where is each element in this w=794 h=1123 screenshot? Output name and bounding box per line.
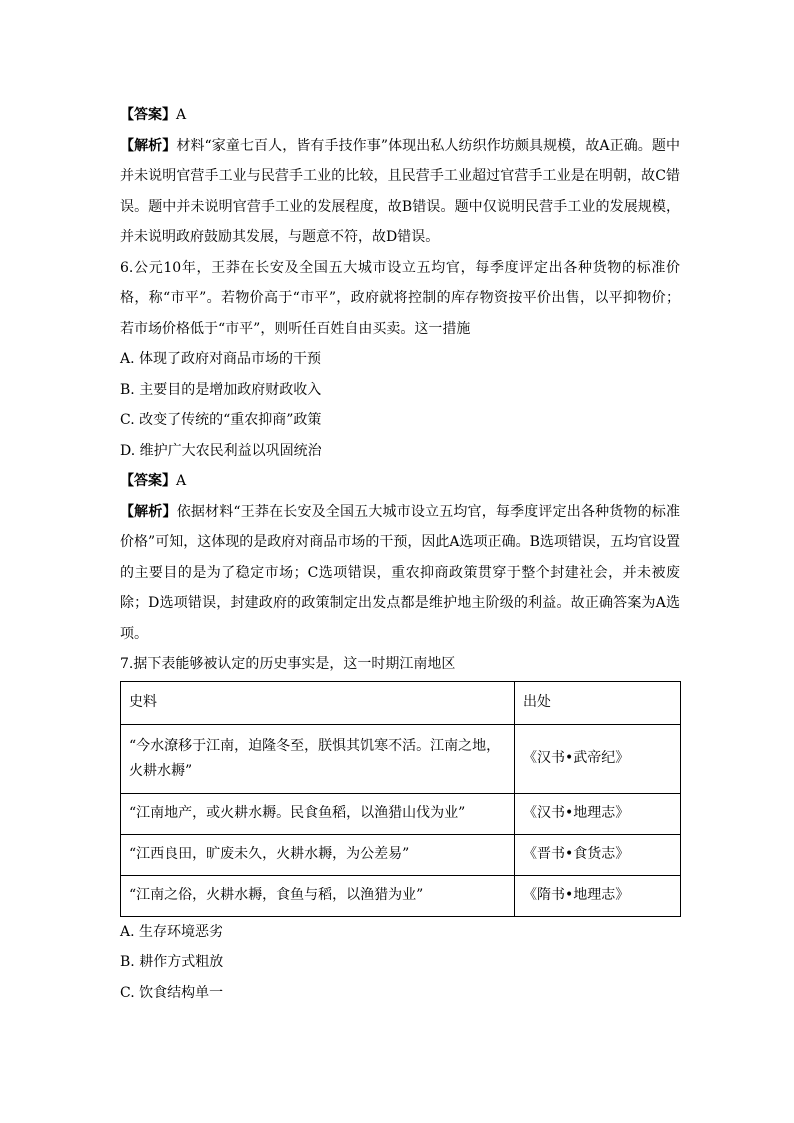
table-header-cell: 出处 <box>515 681 681 724</box>
answer-value: A <box>176 107 187 123</box>
option-c: C. 饮食结构单一 <box>120 984 224 1001</box>
option-a: A. 体现了政府对商品市场的干预 <box>120 351 322 367</box>
source-table <box>120 681 681 917</box>
table-cell-source: “今水潦移于江南，迫隆冬至，朕惧其饥寒不活。江南之地，火耕水耨” <box>121 724 515 793</box>
option-b: B. 耕作方式粗放 <box>120 954 224 970</box>
analysis-text: 依据材料“王莽在长安及全国五大城市设立五均官，每季度评定出各种货物的标准价格”可知，这体现的是政府对商品市场的干预，因此A选项正确。B选项错误，五均官设置的主要目的是为了稳定市场；C选项错误，重农抑商政策贯穿于整个封建社会，并未被废除；D选项错误，封建政府的政策制定出发点都是维护地主阶级的利益。故正确答案为A选项。 <box>120 503 681 642</box>
answer-label: 【答案】 <box>120 107 176 123</box>
document-page <box>120 100 680 1008</box>
analysis-paragraph <box>120 497 680 650</box>
table-cell-origin: 《汉书•武帝纪》 <box>515 724 681 793</box>
table-cell-source: “江南地产，或火耕水耨。民食鱼稻，以渔猎山伐为业” <box>121 793 515 834</box>
table-header-row <box>121 681 681 724</box>
option-d: D. 维护广大农民利益以巩固统治 <box>120 442 322 459</box>
option-a: A. 生存环境恶劣 <box>120 923 224 940</box>
analysis-label: 【解析】 <box>120 137 177 154</box>
answer-line <box>120 466 680 497</box>
table-cell-origin: 《汉书•地理志》 <box>515 793 681 834</box>
answer-value: A <box>176 473 187 489</box>
analysis-paragraph <box>120 131 680 253</box>
table-cell-origin: 《晋书•食货志》 <box>515 834 681 875</box>
analysis-text: 材料“家童七百人，皆有手技作事”体现出私人纺织作坊颇具规模，故A正确。题中并未说明官营手工业与民营手工业的比较，且民营手工业超过官营手工业是在明朝，故C错误。题中并未说明官营手工业的发展程度，故B错误。题中仅说明民营手工业的发展规模，并未说明政府鼓励其发展，与题意不符，故D错误。 <box>120 137 680 245</box>
table-header-cell: 史料 <box>121 681 515 724</box>
table-cell-origin: 《隋书•地理志》 <box>515 875 681 916</box>
answer-label: 【答案】 <box>120 473 176 489</box>
question-stem: 7.据下表能够被认定的历史事实是，这一时期江南地区 <box>120 656 456 672</box>
table-cell-source: “江西良田，旷废未久，火耕水耨，为公差易” <box>121 834 515 875</box>
answer-line <box>120 100 680 131</box>
analysis-label: 【解析】 <box>120 503 177 520</box>
option-c: C. 改变了传统的“重农抑商”政策 <box>120 412 322 428</box>
table-row <box>121 724 681 793</box>
table-row <box>121 834 681 875</box>
table-cell-source: “江南之俗，火耕水耨，食鱼与稻，以渔猎为业” <box>121 875 515 916</box>
option-b: B. 主要目的是增加政府财政收入 <box>120 381 322 398</box>
table-row <box>121 793 681 834</box>
question-stem: 6.公元10年，王莽在长安及全国五大城市设立五均官，每季度评定出各种货物的标准价格，称“市平”。若物价高于“市平”，政府就将控制的库存物资按平价出售，以平抑物价；若市场价格低于“市平”，则听任百姓自由买卖。这一措施 <box>120 259 680 337</box>
table-row <box>121 875 681 916</box>
